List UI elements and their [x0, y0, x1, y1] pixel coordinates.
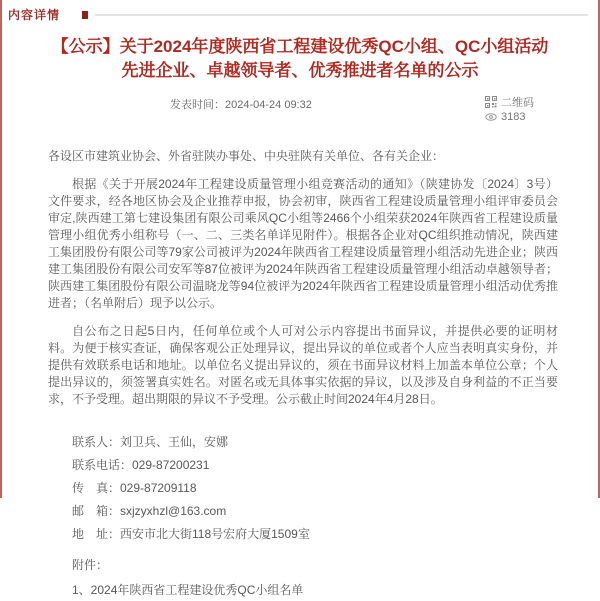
- view-count: 3183: [501, 110, 526, 123]
- contact-address: 地 址：西安市北大街118号宏府大厦1509室: [72, 527, 310, 541]
- contact-person: 联系人：刘卫兵、王仙，安娜: [72, 435, 229, 449]
- meta-widgets: [485, 94, 534, 124]
- contact-fax: 传 真：029-87209118: [72, 481, 197, 495]
- contact-email: 邮 箱：sxjzyxhzl@163.com: [72, 504, 227, 518]
- attachment-link[interactable]: 1、2024年陕西省工程建设优秀QC小组名单: [72, 583, 304, 597]
- attachment-label: 附件：: [72, 558, 109, 572]
- contact-info: [2, 419, 598, 546]
- view-counter: [485, 109, 534, 124]
- attachment-section: [2, 546, 598, 601]
- body-paragraph: 根据《关于开展2024年工程建设质量管理小组竞赛活动的通知》（陕建协发〔2024〕3号）文件要求，经各地区协会及企业推荐申报，协会初审，陕西省工程建设质量管理小组评审委员会审定,陕西建工第七建设集团有限公司乘风QC小组等2466个小组荣获2024年陕西省工程建设质量管理小组优秀小组称号（一、二、三类名单详见附件）。根据各企业对QC组织推动情况，陕西建工集团股份有限公司等79家公司被评为2024年陕西省工程建设质量管理小组活动先进企业；陕西建工集团股份有限公司安军等87位被评为2024年陕西省工程建设质量管理小组活动卓越领导者；陕西建工集团股份有限公司温晓龙等94位被评为2024年陕西省工程建设质量管理小组活动优秀推进者；（名单附后）现予以公示。: [48, 177, 558, 310]
- section-title: 内容详情: [8, 8, 61, 22]
- section-header: [2, 0, 598, 22]
- qrcode-label: 二维码: [501, 96, 534, 109]
- publish-time-value: 2024-04-24 09:32: [225, 99, 312, 111]
- body-paragraph: 自公布之日起5日内，任何单位或个人可对公示内容提出书面异议，并提供必要的证明材料。为便于核实查证，确保客观公正处理异议，提出异议的单位或者个人应当表明真实身份，并提供有效联系电话和地址。以单位名义提出异议的，须在书面异议材料上加盖本单位公章；个人提出异议的，须签署真实姓名。对匿名或无具体事实依据的异议，以及涉及自身利益的不正当要求，不予受理。超出期限的异议不予受理。公示截止时间2024年4月28日。: [48, 324, 558, 406]
- contact-phone: 联系电话：029-87200231: [72, 458, 210, 472]
- salutation: 各设区市建筑业协会、外省驻陕办事处、中央驻陕有关单位、各有关企业：: [48, 149, 445, 163]
- article-body: [2, 130, 598, 408]
- page-title: 【公示】关于2024年度陕西省工程建设优秀QC小组、QC小组活动先进企业、卓越领导者、优秀推进者名单的公示: [51, 37, 549, 80]
- qrcode-button[interactable]: [485, 94, 534, 109]
- square-bullet-icon: [82, 11, 88, 19]
- article-meta: [2, 94, 598, 130]
- qrcode-icon: [485, 96, 497, 108]
- header-divider: [95, 14, 588, 16]
- publish-time-label: 发表时间：: [170, 99, 225, 111]
- publish-time: [170, 96, 312, 112]
- eye-icon: [485, 112, 497, 122]
